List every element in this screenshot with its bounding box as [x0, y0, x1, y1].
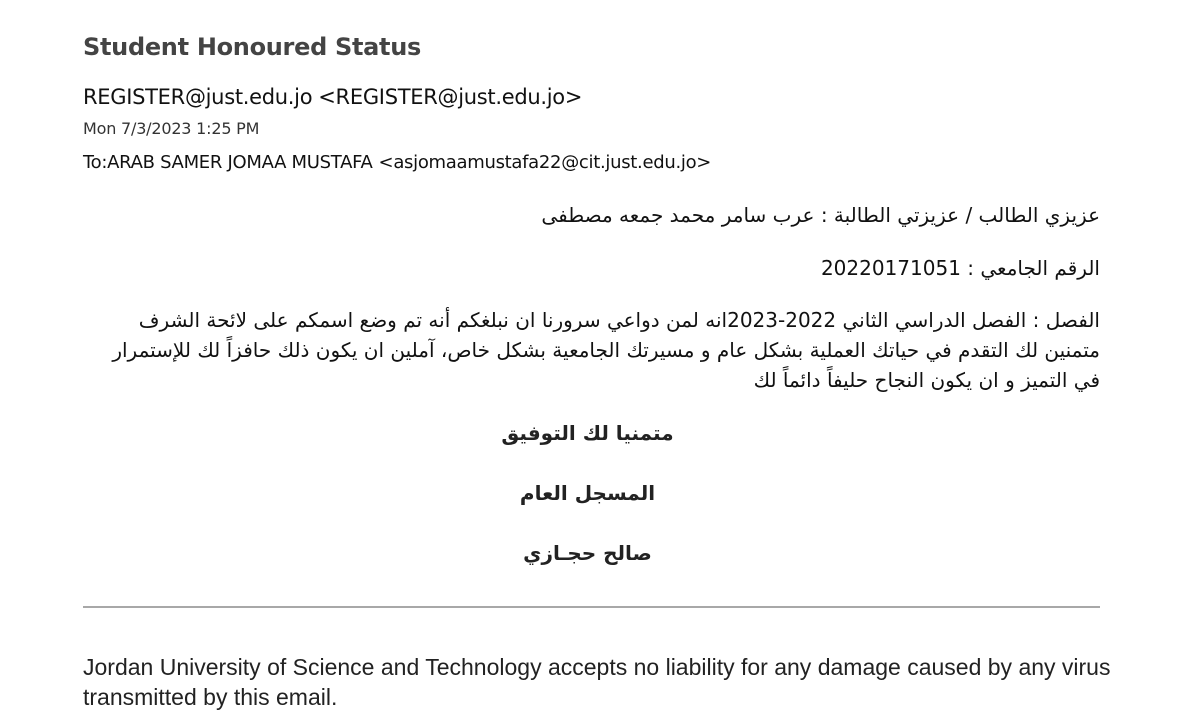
registrar-title: المسجل العام: [519, 481, 656, 505]
recipient-name[interactable]: ARAB SAMER JOMAA MUSTAFA: [107, 152, 373, 173]
registrar-name: صالح حجـازي: [523, 541, 652, 565]
recipient-address[interactable]: <asjomaamustafa22@cit.just.edu.jo>: [378, 152, 712, 173]
sender-address[interactable]: <REGISTER@just.edu.jo>: [318, 85, 583, 109]
email-date: Mon 7/3/2023 1:25 PM: [83, 119, 260, 138]
message-paragraph: الفصل : الفصل الدراسي الثاني 2022-2023انه لمن دواعي سرورنا ان نبلغكم أنه تم وضع اسمكم على لائحة الشرف متمنين لك التقدم في حياتك العملية بشكل عام و مسيرتك الجامعية بشكل خاص، آملين ان يكون ذلك حافزاً لك للإستمرار في التميز و ان يكون النجاح حليفاً دائماً لك: [112, 308, 1100, 392]
sender-line: [83, 83, 582, 111]
to-label: To:: [83, 152, 108, 173]
student-id-line: الرقم الجامعي : 20220171051: [820, 256, 1100, 280]
sender-name[interactable]: REGISTER@just.edu.jo: [83, 85, 313, 109]
recipient-line: [83, 151, 711, 175]
footer-divider: [83, 606, 1100, 608]
closing-line: متمنيا لك التوفيق: [501, 421, 674, 445]
greeting-line: عزيزي الطالب / عزيزتي الطالبة : عرب سامر محمد جمعه مصطفى: [541, 203, 1100, 227]
email-subject: Student Honoured Status: [83, 33, 421, 61]
disclaimer-text: Jordan University of Science and Technology accepts no liability for any damage caused by any virus transmitted by this email.: [83, 654, 1111, 710]
